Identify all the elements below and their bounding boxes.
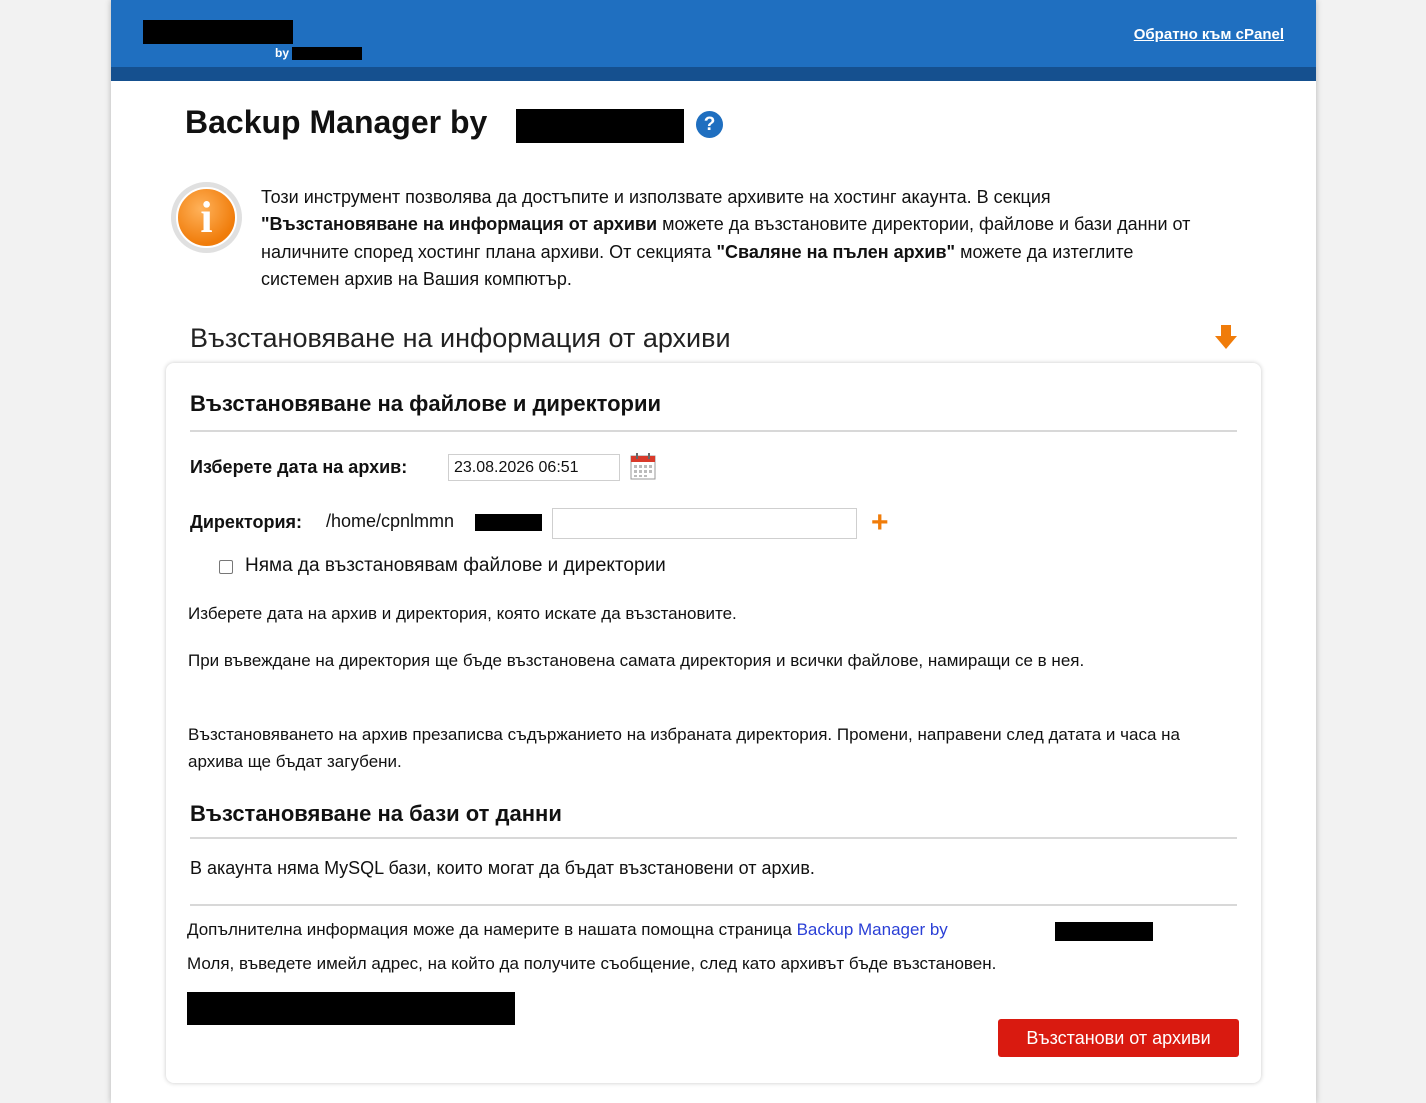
date-label: Изберете дата на архив:: [190, 457, 408, 477]
restore-from-archives-button[interactable]: Възстанови от архиви: [998, 1019, 1239, 1057]
question-circle-icon[interactable]: ?: [696, 111, 723, 138]
restore-card: [166, 363, 1261, 1083]
arrow-down-icon[interactable]: [1214, 324, 1238, 350]
back-to-cpanel-link[interactable]: Обратно към cPanel: [1133, 26, 1284, 43]
divider: [190, 904, 1237, 906]
calendar-icon[interactable]: [630, 453, 656, 480]
divider: [190, 430, 1237, 432]
help-page-link[interactable]: Backup Manager by: [796, 920, 948, 939]
files-help-1: Изберете дата на архив и директория, която искате да възстановите.: [188, 604, 737, 623]
directory-input[interactable]: [552, 508, 857, 539]
page-title: Backup Manager by: [185, 104, 488, 140]
skip-files-checkbox[interactable]: [219, 560, 233, 574]
divider: [190, 837, 1237, 839]
directory-path-redacted: [475, 514, 542, 531]
directory-label: Директория:: [190, 512, 303, 532]
intro-text: Този инструмент позволява да достъпите и използвате архивите на хостинг акаунта. В секция "Възстановяване на информация от архиви можете да възстановите директории, файлове и бази данни от наличните според хостинг плана архиви. От секцията "Сваляне на пълен архив" можете да изтеглите системен архив на Вашия компютър.: [261, 187, 1191, 289]
databases-note: В акаунта няма MySQL бази, които могат да бъдат възстановени от архив.: [190, 858, 815, 878]
more-info-text: Допълнителна информация може да намерите в нашата помощна страница Backup Manager by: [187, 920, 948, 939]
page-container: [111, 0, 1316, 1103]
email-prompt: Моля, въведете имейл адрес, на който да получите съобщение, след като архивът бъде възстановен.: [187, 954, 997, 973]
email-input-redacted[interactable]: [187, 992, 515, 1025]
header-stripe: [111, 67, 1316, 81]
files-help-2: При въвеждане на директория ще бъде възстановена самата директория и всички файлове, намиращи се в нея.: [188, 651, 1085, 670]
info-icon: i: [171, 182, 242, 253]
files-heading: Възстановяване на файлове и директории: [190, 391, 662, 416]
logo-by-redacted: [292, 47, 362, 60]
title-redacted: [516, 109, 684, 143]
archive-date-input[interactable]: [448, 454, 620, 481]
logo-by-text: by: [275, 46, 290, 60]
databases-heading: Възстановяване на бази от данни: [190, 801, 562, 826]
help-link-redacted: [1055, 922, 1153, 941]
skip-files-label[interactable]: Няма да възстановявам файлове и директории: [245, 555, 666, 576]
directory-path-prefix: /home/cpnlmmn: [326, 511, 455, 531]
logo-redacted: [143, 20, 293, 44]
files-help-3: Възстановяването на архив презаписва съдържанието на избраната директория. Промени, направени след датата и часа на архива ще бъдат загубени.: [188, 725, 1180, 771]
plus-icon[interactable]: +: [871, 506, 889, 539]
section-title: Възстановяване на информация от архиви: [190, 323, 731, 353]
top-header: [111, 0, 1316, 67]
